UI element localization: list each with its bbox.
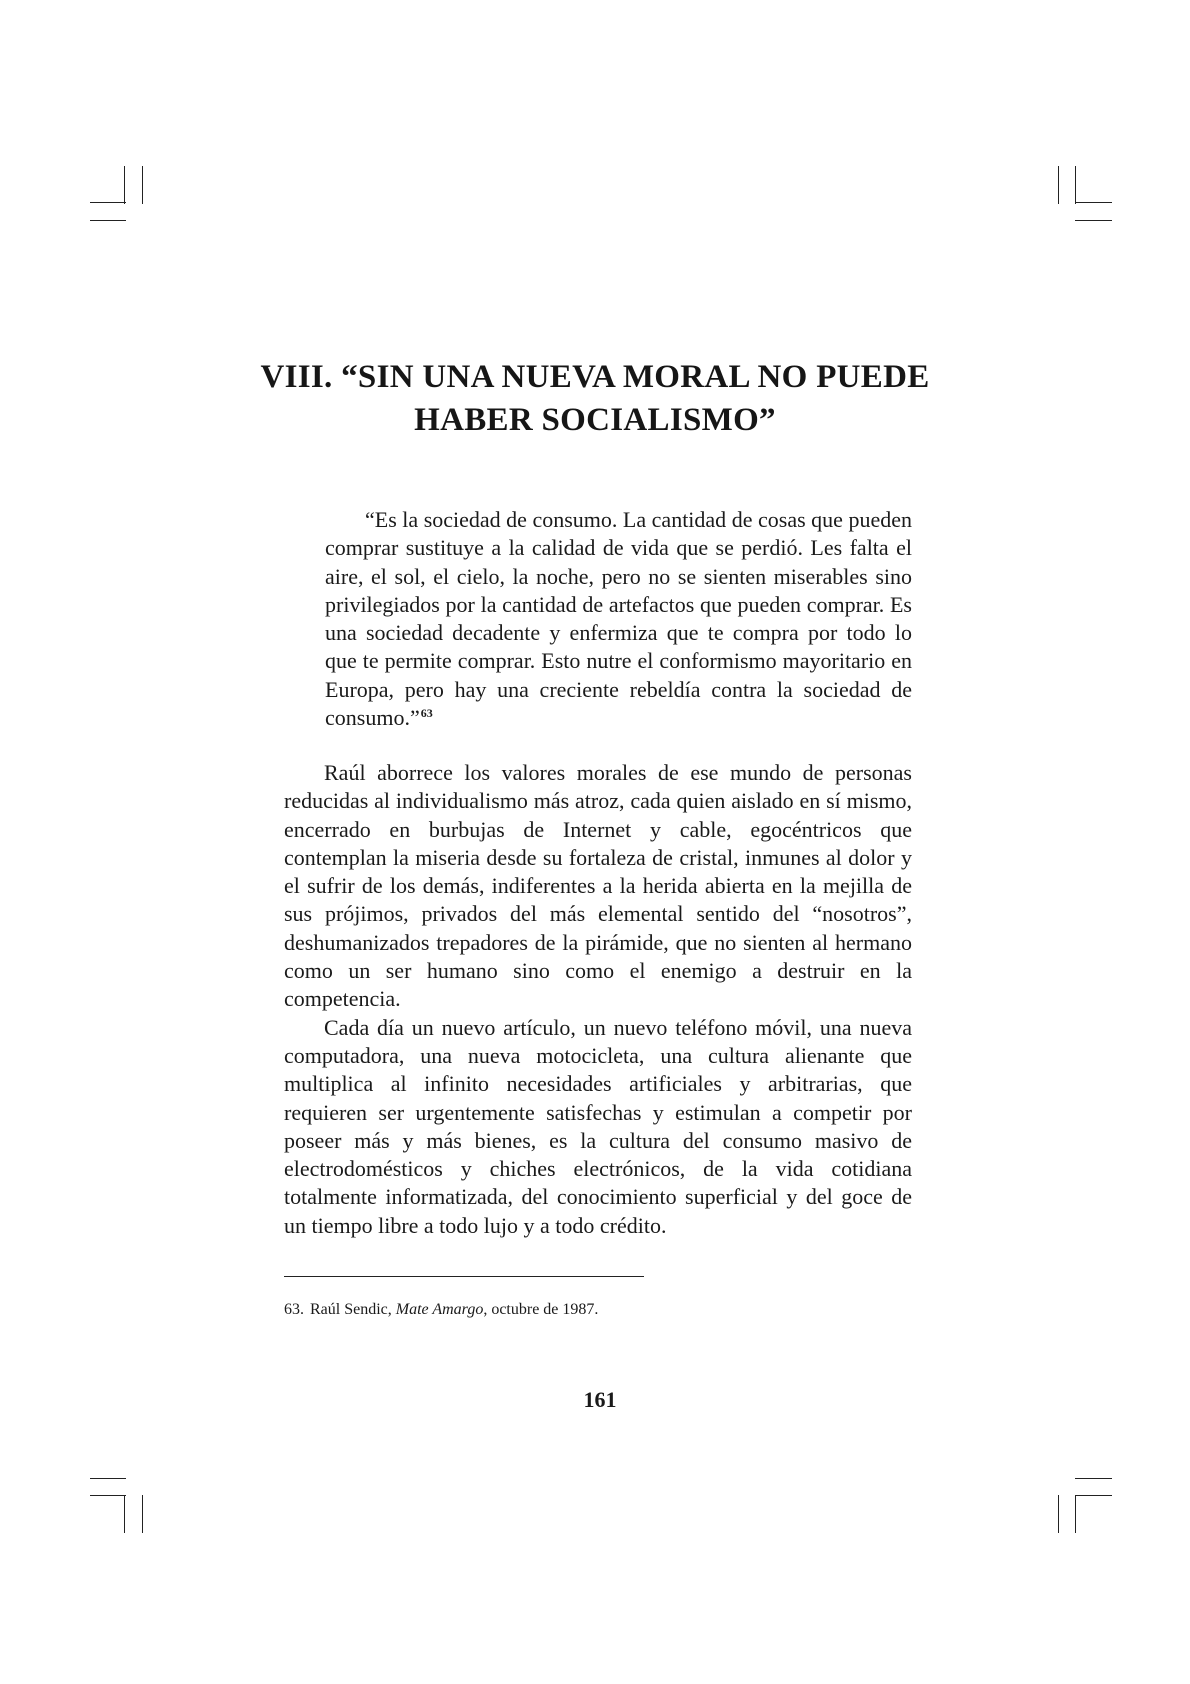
footnote-date: , octubre de 1987. xyxy=(483,1301,599,1318)
crop-mark xyxy=(124,1495,125,1533)
epigraph-quote xyxy=(325,506,912,732)
footnote-author: Raúl Sendic, xyxy=(310,1301,392,1318)
crop-mark xyxy=(90,1495,126,1496)
crop-mark xyxy=(1075,166,1076,204)
crop-mark xyxy=(90,220,126,221)
footnote-source: Mate Amargo xyxy=(395,1301,484,1318)
crop-mark xyxy=(1075,1478,1112,1479)
footnote-divider xyxy=(284,1276,644,1277)
crop-mark xyxy=(1075,1495,1076,1533)
crop-mark xyxy=(1058,1495,1059,1533)
chapter-title xyxy=(250,356,940,442)
crop-mark xyxy=(142,1495,143,1533)
crop-mark xyxy=(1075,1495,1112,1496)
chapter-title-line-1: VIII. “SIN UNA NUEVA MORAL NO PUEDE xyxy=(260,359,930,395)
crop-mark xyxy=(90,1478,126,1479)
chapter-title-line-2: HABER SOCIALISMO” xyxy=(414,402,776,438)
body-paragraph: Cada día un nuevo artículo, un nuevo teléfono móvil, una nueva computadora, una nueva motocicleta, una cultura alienante que multiplica al infinito necesidades artificiales y arbitrarias, que requieren ser urgentemente satisfechas y estimulan a competir por poseer más y más bienes, es la cultura del consumo masivo de electrodomésticos y chiches electrónicos, de la vida cotidiana totalmente informatizada, del conocimiento superficial y del goce de un tiempo libre a todo lujo y a todo crédito. xyxy=(284,1014,912,1238)
page-number: 161 xyxy=(583,1387,617,1412)
crop-mark xyxy=(1075,202,1112,203)
crop-mark xyxy=(1075,220,1112,221)
crop-mark xyxy=(142,166,143,204)
footnote-reference: 63 xyxy=(420,706,433,721)
footnote-number: 63. xyxy=(284,1301,304,1318)
footnote xyxy=(284,1300,912,1320)
crop-mark xyxy=(124,166,125,204)
body-text xyxy=(284,759,912,1240)
body-paragraph: Raúl aborrece los valores morales de ese mundo de personas reducidas al individualismo más atroz, cada quien aislado en sí mismo, encerrado en burbujas de Internet y cable, egocéntricos que contemplan la miseria desde su fortaleza de cristal, inmunes al dolor y el sufrir de los demás, indiferentes a la herida abierta en la mejilla de sus prójimos, privados del más elemental sentido del “nosotros”, deshumanizados trepadores de la pirámide, que no sienten al hermano como un ser humano sino como el enemigo a destruir en la competencia. xyxy=(284,760,912,1012)
quote-text: “Es la sociedad de consumo. La cantidad de cosas que pueden comprar sustituye a la calidad de vida que se perdió. Les falta el aire, el sol, el cielo, la noche, pero no se sienten miserables sino privilegiados por la cantidad de artefactos que pueden comprar. Es una sociedad decadente y enfermiza que te compra por todo lo que te permite comprar. Esto nutre el conformismo mayoritario en Europa, pero hay una creciente rebeldía contra la sociedad de consumo.” xyxy=(325,507,912,731)
crop-mark xyxy=(90,202,126,203)
quote-paragraph xyxy=(325,506,912,732)
crop-mark xyxy=(1058,166,1059,204)
